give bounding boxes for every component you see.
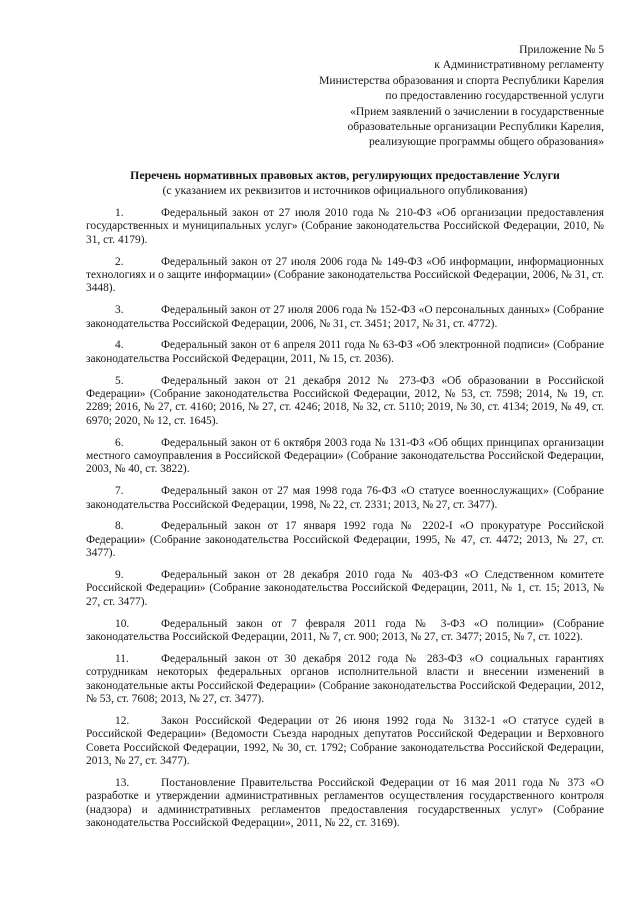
legal-acts-list [86, 207, 604, 839]
item-text: Федеральный закон от 6 апреля 2011 года № 63-ФЗ «Об электронной подписи» (Собрание законодательства Российской Федерации, 2011, № 15, ст. 2036). [86, 339, 604, 365]
appendix-line: Приложение № 5 [519, 43, 604, 56]
item-text: Федеральный закон от 28 декабря 2010 года № 403-ФЗ «О Следственном комитете Российской Федерации» (Собрание законодательства Российской Федерации, 2011, № 1, ст. 15; 2013, № 27, ст. 3477). [86, 569, 604, 608]
list-item [86, 715, 604, 769]
item-number: 11. [115, 652, 129, 665]
document-title: Перечень нормативных правовых актов, регулирующих предоставление Услуги [130, 168, 560, 182]
list-item [86, 485, 604, 512]
list-item [86, 256, 604, 296]
item-text: Федеральный закон от 27 июля 2010 года № 210-ФЗ «Об организации предоставления государственных и муниципальных услуг» (Собрание законодательства Российской Федерации, 2010, № 31, ст. 4179). [86, 207, 604, 246]
item-number: 10. [115, 617, 130, 630]
appendix-line: к Административному регламенту [434, 58, 604, 72]
list-item [86, 304, 604, 331]
appendix-line: образовательные организации Республики Карелия, [347, 120, 604, 134]
item-text: Федеральный закон от 30 декабря 2012 года № 283-ФЗ «О социальных гарантиях сотрудникам некоторых федеральных органов исполнительной власти и внесении изменений в законодательные акты Российской Федерации» (Собрание законодательства Российской Федерации, 2012, № 53, ст. 7608; 2013, № 27, ст. 3477). [86, 652, 604, 706]
list-item [86, 618, 604, 645]
item-number: 6. [115, 436, 124, 449]
item-number: 13. [115, 776, 130, 789]
item-number: 7. [115, 485, 124, 498]
item-number: 3. [115, 304, 124, 317]
item-number: 2. [115, 255, 124, 268]
item-number: 12. [115, 714, 130, 727]
item-text: Федеральный закон от 7 февраля 2011 года № 3-ФЗ «О полиции» (Собрание законодательства Российской Федерации, 2011, № 7, ст. 900; 2013, № 27, ст. 3477; 2015, № 7, ст. 1022). [86, 617, 604, 644]
list-item [86, 339, 604, 366]
list-item [86, 437, 604, 477]
item-number: 5. [115, 374, 124, 387]
list-item [86, 777, 604, 831]
document-subtitle: (с указанием их реквизитов и источников официального опубликования) [162, 183, 528, 197]
item-text: Федеральный закон от 21 декабря 2012 № 273-ФЗ «Об образовании в Российской Федерации» (Собрание законодательства Российской Федерации, 2012, № 53, ст. 7598; 2014, № 19, ст. 2289; 2016, № 27, ст. 4160; 2016, № 27, ст. 4246; 2018, № 32, ст. 5110; 2019, № 30, ст. 4134; 2019, № 49, ст. 6970; 2020, № 12, ст. 1645). [86, 374, 604, 427]
item-number: 4. [115, 339, 124, 352]
appendix-line: Министерства образования и спорта Республики Карелия [319, 73, 604, 87]
item-text: Закон Российской Федерации от 26 июня 1992 года № 3132-1 «О статусе судей в Российской Федерации» (Ведомости Съезда народных депутатов Российской Федерации и Верховного Совета Российской Федерации, 1992, № 30, ст. 1792; Собрание законодательства Российской Федерации, 2013, № 27, ст. 3477). [86, 714, 604, 768]
item-number: 8. [115, 520, 124, 533]
item-text: Федеральный закон от 6 октября 2003 года № 131-ФЗ «Об общих принципах организации местного самоуправления в Российской Федерации» (Собрание законодательства Российской Федерации, 2003, № 40, ст. 3822). [86, 436, 604, 476]
appendix-line: по предоставлению государственной услуги [385, 89, 604, 103]
item-text: Федеральный закон от 27 мая 1998 года 76-ФЗ «О статусе военнослужащих» (Собрание законодательства Российской Федерации, 1998, № 22, ст. 2331; 2013, № 27, ст. 3477). [86, 485, 604, 511]
item-text: Федеральный закон от 27 июля 2006 года № 149-ФЗ «Об информации, информационных технологиях и о защите информации» (Собрание законодательства Российской Федерации, 2006, № 31, ст. 3448). [86, 255, 604, 295]
list-item [86, 520, 604, 560]
appendix-line: реализующие программы общего образования» [368, 135, 604, 149]
list-item [86, 653, 604, 707]
appendix-line: «Прием заявлений о зачислении в государственные [350, 104, 604, 118]
document-heading [60, 168, 630, 198]
appendix-block [284, 42, 604, 150]
list-item [86, 375, 604, 429]
list-item [86, 207, 604, 247]
item-text: Постановление Правительства Российской Федерации от 16 мая 2011 года № 373 «О разработке и утверждении административных регламентов осуществления государственного контроля (надзора) и административных регламентов предоставления государственных услуг» (Собрание законодательства Российской Федерации», 2011, № 22, ст. 3169). [86, 776, 604, 830]
item-number: 9. [115, 569, 124, 582]
list-item [86, 569, 604, 609]
item-text: Федеральный закон от 17 января 1992 года № 2202-I «О прокуратуре Российской Федерации» (Собрание законодательства Российской Федерации, 1995, № 47, ст. 4472; 2013, № 27, ст. 3477). [86, 520, 604, 560]
item-number: 1. [115, 207, 124, 219]
item-text: Федеральный закон от 27 июля 2006 года № 152-ФЗ «О персональных данных» (Собрание законодательства Российской Федерации, 2006, № 31, ст. 3451; 2017, № 31, ст. 4772). [86, 304, 604, 330]
